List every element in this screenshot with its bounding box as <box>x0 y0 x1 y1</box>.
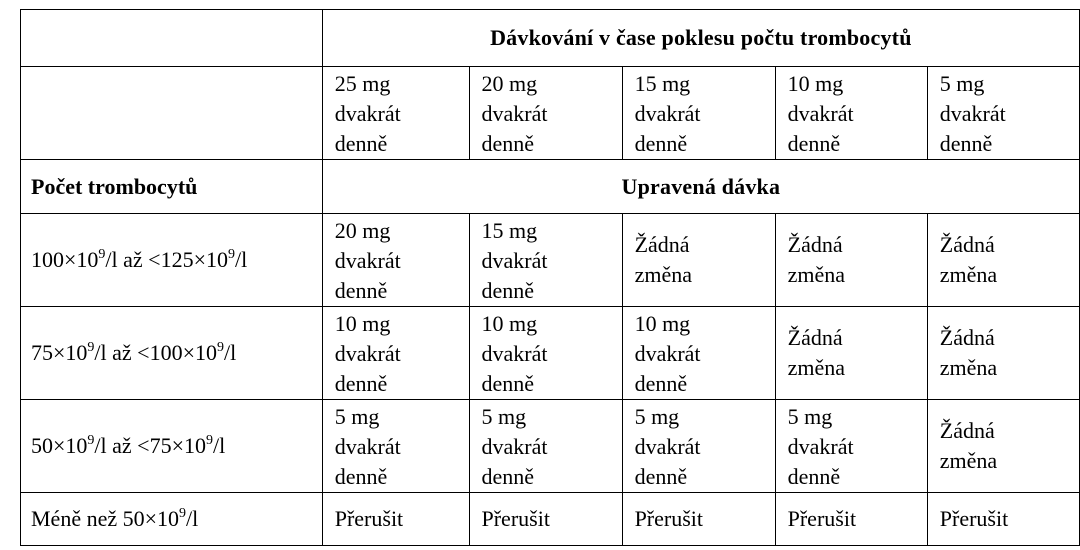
platelet-range-label: $100\times 10^9/l$ až $<125\times 10^9/l$ <box>21 214 323 307</box>
table-cell: 5 mg dvakrát denně <box>622 400 775 493</box>
header-row <box>21 10 1080 67</box>
table-cell: Žádná změna <box>775 307 927 400</box>
dose-frequency: dvakrát <box>939 101 1006 126</box>
platelet-range-label: Méně než $50\times 10^9/l$ <box>21 493 323 546</box>
table-cell: Přerušit <box>469 493 622 546</box>
table-cell: Přerušit <box>927 493 1079 546</box>
table-cell: Žádná změna <box>622 214 775 307</box>
table-cell: 15 mg dvakrát denně <box>469 214 622 307</box>
table-row <box>21 493 1080 546</box>
dose-frequency: dvakrát <box>634 101 701 126</box>
table-cell: 5 mg dvakrát denně <box>775 400 927 493</box>
dose-adjustment-table-wrapper <box>20 9 1080 546</box>
dose-amount: 15 mg <box>634 71 691 96</box>
dose-column-header <box>469 67 622 160</box>
table-cell: Žádná změna <box>927 214 1079 307</box>
dose-amount: 10 mg <box>787 71 844 96</box>
dose-frequency: dvakrát <box>481 101 548 126</box>
platelet-count-header: Počet trombocytů <box>21 160 323 214</box>
dose-column-header <box>775 67 927 160</box>
subheader-row <box>21 160 1080 214</box>
dose-period: denně <box>939 131 993 156</box>
dose-period: denně <box>787 131 841 156</box>
adjusted-dose-header: Upravená dávka <box>322 160 1079 214</box>
dosing-group-header: Dávkování v čase poklesu počtu trombocytů <box>322 10 1079 67</box>
empty-corner-cell <box>21 10 323 67</box>
dose-column-header <box>622 67 775 160</box>
table-cell: 20 mg dvakrát denně <box>322 214 469 307</box>
dose-adjustment-table <box>20 9 1080 546</box>
table-cell: 10 mg dvakrát denně <box>622 307 775 400</box>
dose-frequency: dvakrát <box>334 101 401 126</box>
table-cell: 10 mg dvakrát denně <box>469 307 622 400</box>
dose-column-header <box>322 67 469 160</box>
table-row <box>21 400 1080 493</box>
table-cell: Přerušit <box>775 493 927 546</box>
table-cell: 10 mg dvakrát denně <box>322 307 469 400</box>
table-row <box>21 214 1080 307</box>
table-cell: Žádná změna <box>927 307 1079 400</box>
platelet-range-label: $50\times 10^9/l$ až $<75\times 10^9/l$ <box>21 400 323 493</box>
platelet-range-label: $75\times 10^9/l$ až $<100\times 10^9/l$ <box>21 307 323 400</box>
table-cell: Žádná změna <box>927 400 1079 493</box>
dose-frequency: dvakrát <box>787 101 854 126</box>
dose-amount: 20 mg <box>481 71 538 96</box>
dose-amount: 25 mg <box>334 71 391 96</box>
table-cell: Žádná změna <box>775 214 927 307</box>
dose-period: denně <box>634 131 688 156</box>
table-cell: Přerušit <box>322 493 469 546</box>
dose-amount: 5 mg <box>939 71 985 96</box>
table-cell: Přerušit <box>622 493 775 546</box>
dose-period: denně <box>481 131 535 156</box>
dose-columns-row <box>21 67 1080 160</box>
table-cell: 5 mg dvakrát denně <box>322 400 469 493</box>
empty-corner-cell-2 <box>21 67 323 160</box>
dose-column-header <box>927 67 1079 160</box>
table-cell: 5 mg dvakrát denně <box>469 400 622 493</box>
table-row <box>21 307 1080 400</box>
dose-period: denně <box>334 131 388 156</box>
